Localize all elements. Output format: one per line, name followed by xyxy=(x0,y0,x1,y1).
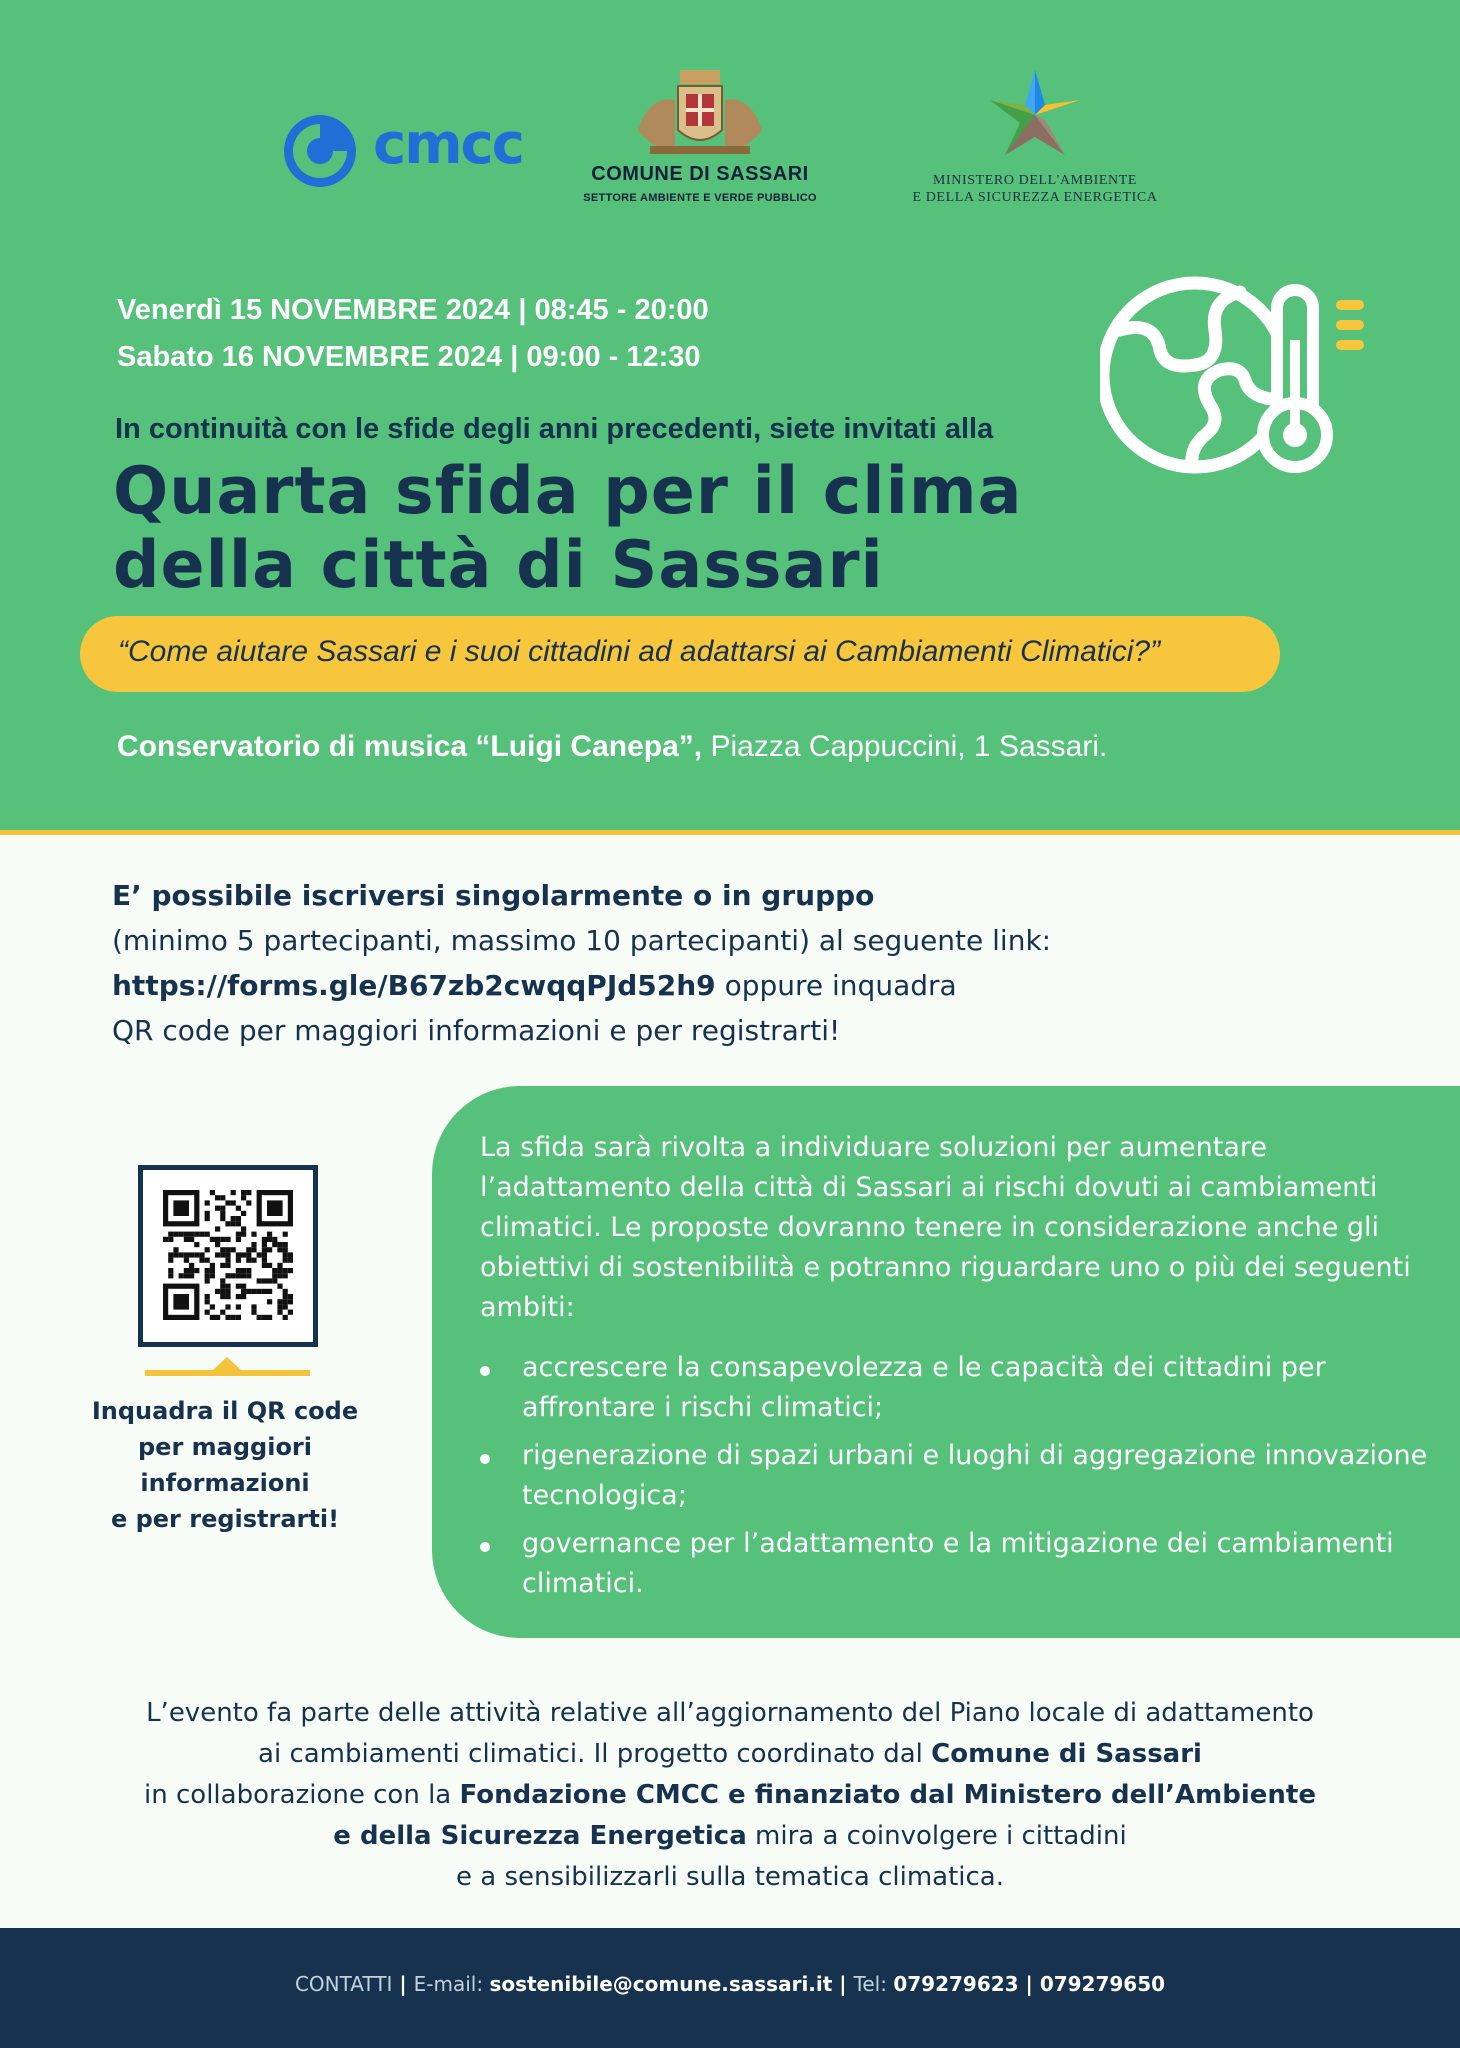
qr-caption-line: per maggiori xyxy=(138,1433,312,1461)
registration-link-suffix: oppure inquadra xyxy=(715,969,957,1002)
registration-link[interactable]: https://forms.gle/B67zb2cwqqPJd52h9 xyxy=(112,969,716,1002)
intro-text: In continuità con le sfide degli anni precedenti, siete invitati alla xyxy=(115,413,994,445)
contacts-label: CONTATTI xyxy=(294,1972,393,1996)
quote-banner xyxy=(80,616,1280,692)
title-line-2: della città di Sassari xyxy=(113,528,884,603)
phone-2[interactable]: 079279650 xyxy=(1039,1972,1166,1996)
ministero-star-icon xyxy=(975,65,1095,165)
venue-name: Conservatorio di musica “Luigi Canepa”, xyxy=(117,730,703,763)
registration-limits: (minimo 5 partecipanti, massimo 10 partecipanti) al seguente link: xyxy=(112,924,1052,957)
challenge-panel xyxy=(432,1086,1460,1638)
separator: | xyxy=(832,1972,854,1996)
globe-thermometer-icon xyxy=(1100,270,1380,480)
registration-qr-hint: QR code per maggiori informazioni e per registrarti! xyxy=(112,1014,841,1047)
closing-bold: Comune di Sassari xyxy=(931,1739,1202,1769)
qr-caption-line: Inquadra il QR code xyxy=(91,1397,359,1425)
venue-address: Piazza Cappuccini, 1 Sassari. xyxy=(702,730,1108,763)
closing-bold: e della Sicurezza Energetica xyxy=(333,1821,747,1851)
closing-bold: Fondazione CMCC e finanziato dal Ministero dell’Ambiente xyxy=(459,1780,1316,1810)
separator: | xyxy=(392,1972,414,1996)
closing-text: ai cambiamenti climatici. Il progetto coordinato dal xyxy=(258,1739,932,1769)
cmcc-wordmark: cmcc xyxy=(373,112,523,177)
ministero-line1: MINISTERO DELL'AMBIENTE xyxy=(932,173,1138,188)
qr-code[interactable] xyxy=(138,1165,318,1347)
email-label: E-mail: xyxy=(413,1972,484,1996)
separator: | xyxy=(1018,1972,1040,1996)
registration-info xyxy=(112,873,1051,1053)
date-line-2: Sabato 16 NOVEMBRE 2024 | 09:00 - 12:30 xyxy=(117,341,701,373)
phone-1[interactable]: 079279623 xyxy=(893,1972,1019,1996)
divider xyxy=(0,830,1460,835)
comune-name: COMUNE DI SASSARI xyxy=(591,163,809,185)
email-link[interactable]: sostenibile@comune.sassari.it xyxy=(489,1972,833,1996)
closing-text: in collaborazione con la xyxy=(144,1780,460,1810)
footer xyxy=(0,1928,1460,2048)
list-item: rigenerazione di spazi urbani e luoghi di aggregazione innovazione tecnologica; xyxy=(480,1436,1440,1516)
ministero-line2: E DELLA SICUREZZA ENERGETICA xyxy=(912,190,1158,205)
cmcc-logo-icon xyxy=(283,114,357,188)
cmcc-logo xyxy=(283,110,523,190)
title-line-1: Quarta sfida per il clima xyxy=(113,454,1023,529)
closing-paragraph xyxy=(60,1693,1400,1898)
qr-code-icon xyxy=(163,1190,293,1320)
qr-caption-line: informazioni xyxy=(140,1469,310,1497)
tel-label: Tel: xyxy=(853,1972,887,1996)
comune-sub: SETTORE AMBIENTE E VERDE PUBBLICO xyxy=(583,192,817,204)
list-item: accrescere la consapevolezza e le capacità dei cittadini per affrontare i rischi climatici; xyxy=(480,1348,1440,1428)
comune-crest-icon xyxy=(630,60,770,160)
closing-line: L’evento fa parte delle attività relative all’aggiornamento del Piano locale di adattamento xyxy=(146,1698,1314,1728)
closing-text: mira a coinvolgere i cittadini xyxy=(746,1821,1127,1851)
page-title xyxy=(113,455,1022,603)
ministero-logo xyxy=(880,65,1180,210)
venue xyxy=(117,730,1107,764)
event-dates xyxy=(117,287,709,381)
qr-underline xyxy=(145,1370,310,1376)
list-item: governance per l’adattamento e la mitigazione dei cambiamenti climatici. xyxy=(480,1524,1440,1604)
qr-caption xyxy=(60,1393,390,1537)
challenge-list xyxy=(480,1348,1440,1612)
challenge-paragraph: La sfida sarà rivolta a individuare soluzioni per aumentare l’adattamento della città di Sassari ai rischi dovuti ai cambiamenti climatici. Le proposte dovranno tenere in considerazione anche gli obiettivi di sostenibilità e potranno riguardare uno o più dei seguenti ambiti: xyxy=(480,1132,1411,1323)
comune-logo xyxy=(560,60,840,210)
qr-pointer xyxy=(212,1357,242,1371)
contact-line xyxy=(0,1972,1460,1996)
registration-heading: E’ possibile iscriversi singolarmente o in gruppo xyxy=(112,879,875,912)
date-line-1: Venerdì 15 NOVEMBRE 2024 | 08:45 - 20:00 xyxy=(117,294,709,326)
closing-line: e a sensibilizzarli sulla tematica climatica. xyxy=(456,1862,1004,1892)
qr-caption-line: e per registrarti! xyxy=(110,1505,340,1533)
quote-text: “Come aiutare Sassari e i suoi cittadini ad adattarsi ai Cambiamenti Climatici?” xyxy=(118,635,1161,668)
